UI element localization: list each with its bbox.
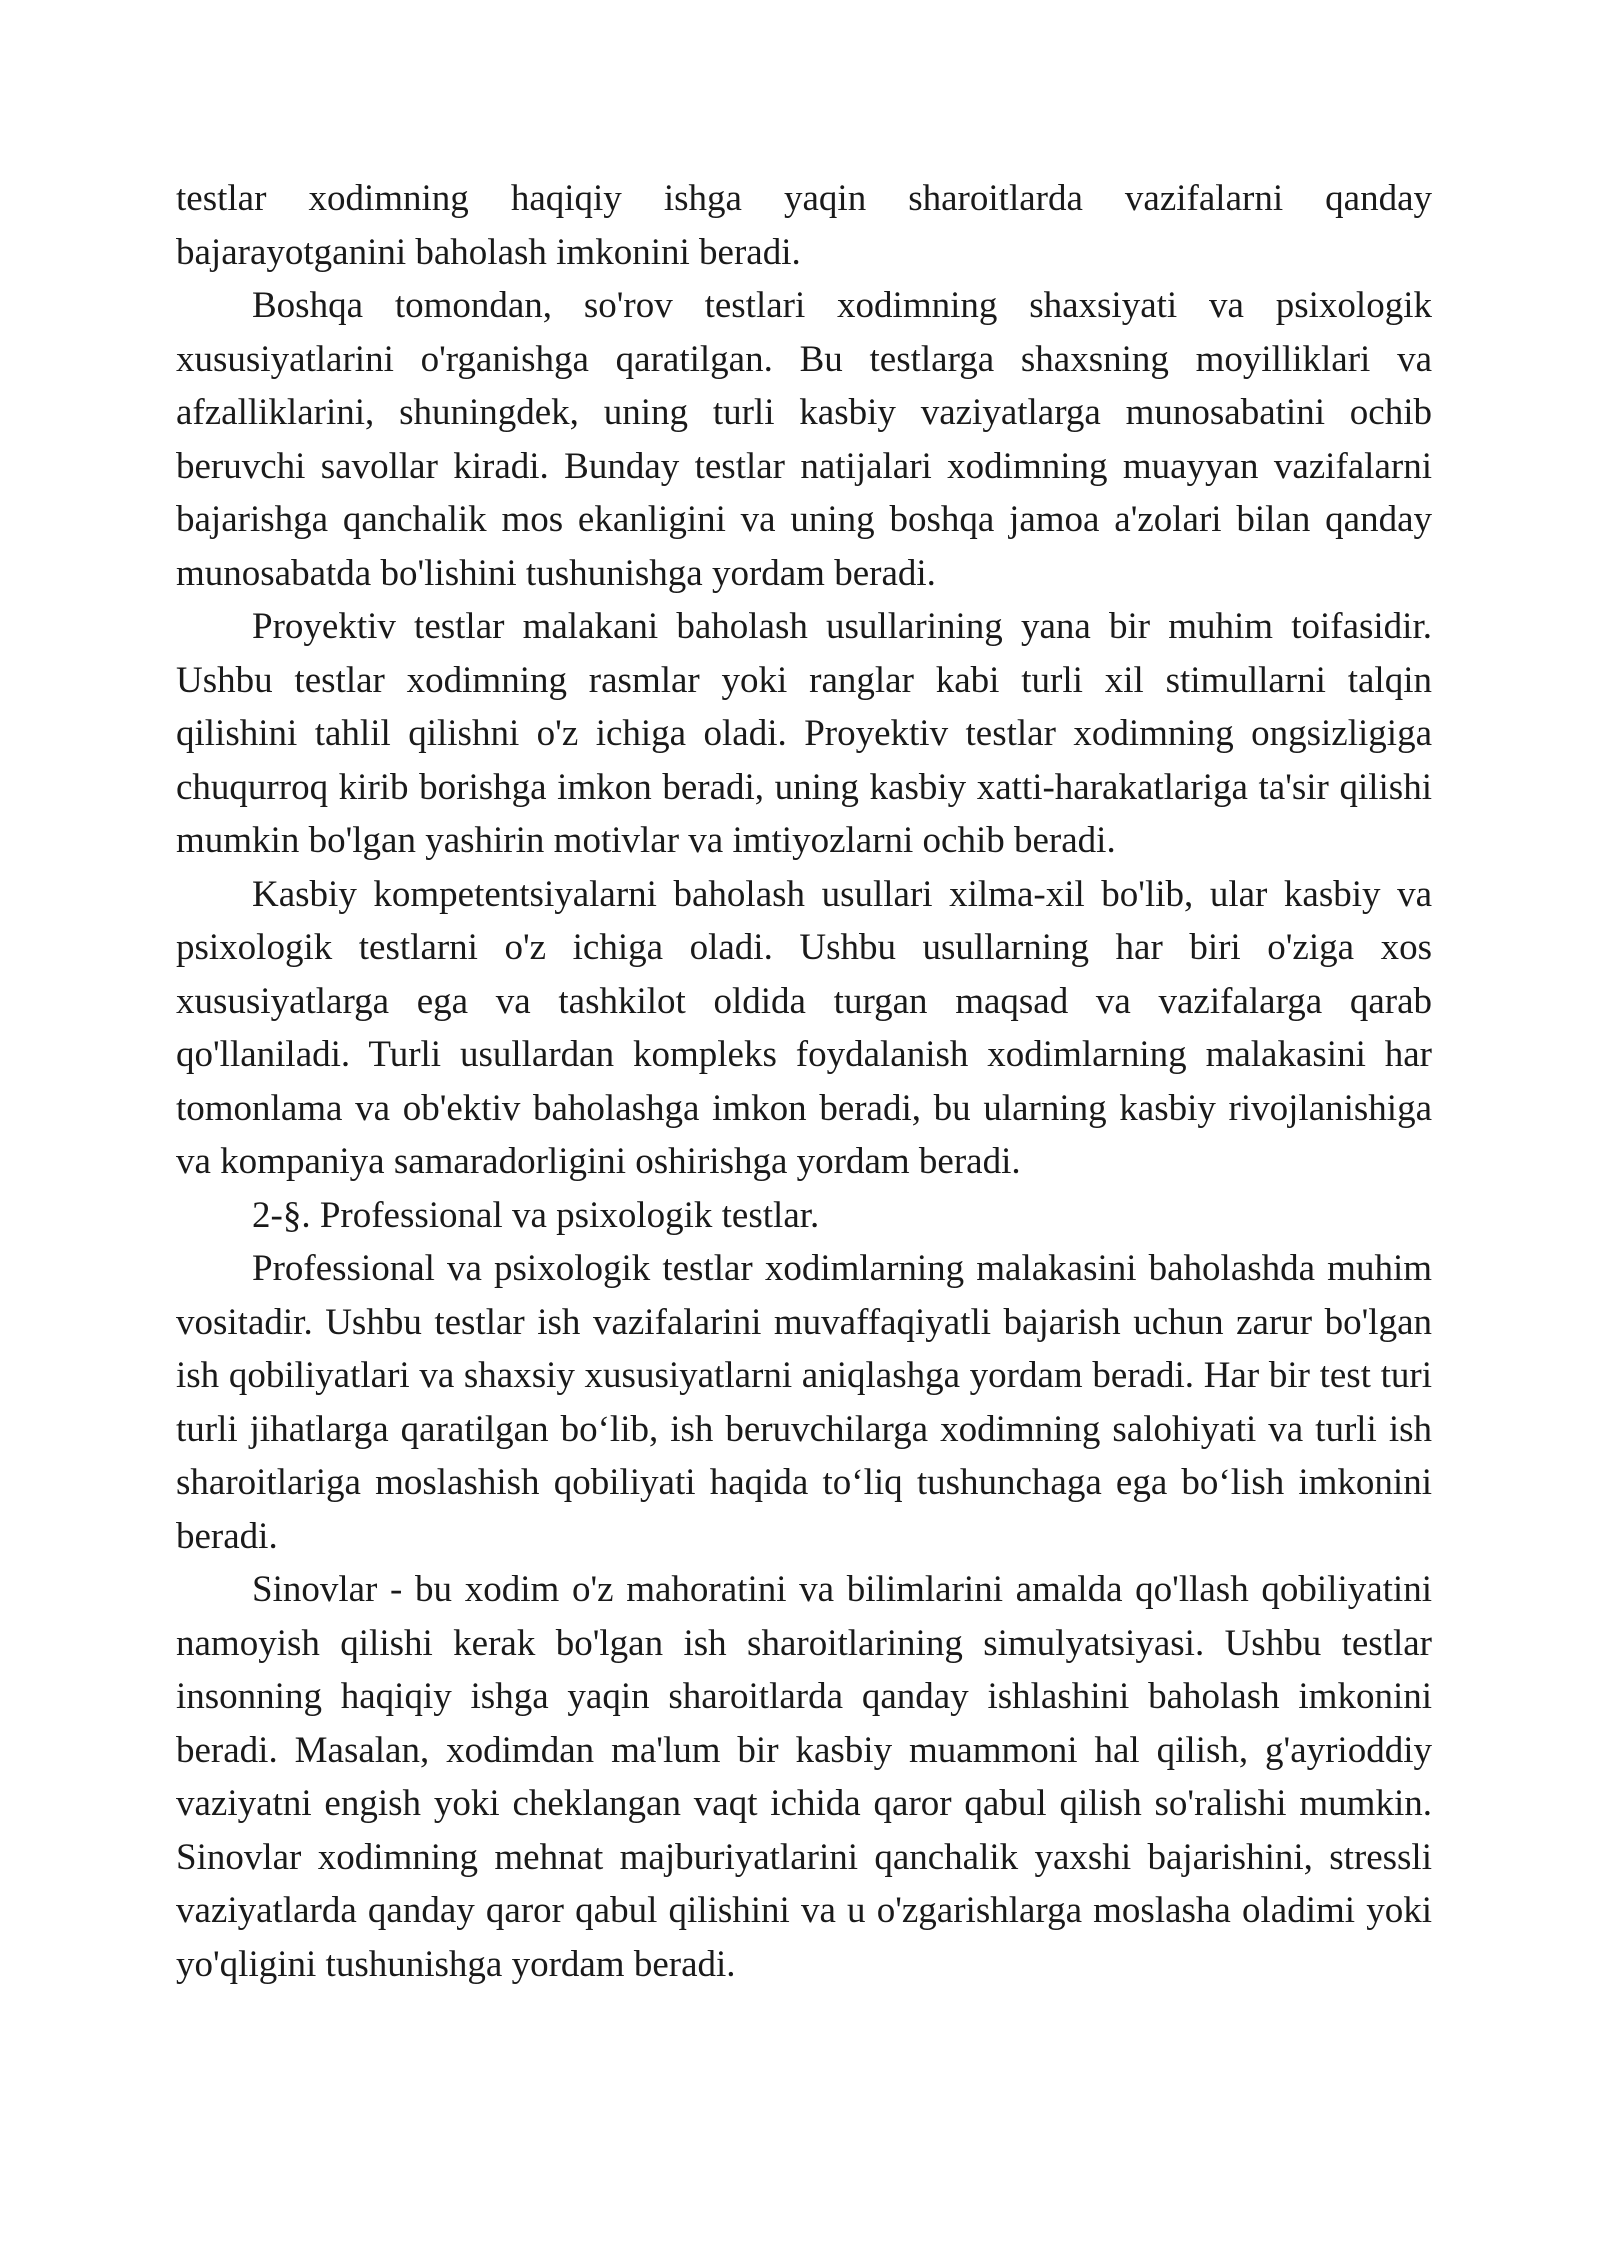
paragraph-survey-tests: Boshqa tomondan, so'rov testlari xodimning shaxsiyati va psixologik xususiyatlarini o'rganishga qaratilgan. Bu testlarga shaxsning moyilliklari va afzalliklarini, shuningdek, uning turli kasbiy vaziyatlarga munosabatini ochib beruvchi savollar kiradi. Bunday testlar natijalari xodimning muayyan vazifalarni bajarishga qanchalik mos ekanligini va uning boshqa jamoa a'zolari bilan qanday munosabatda bo'lishini tushunishga yordam beradi. — [176, 285, 1432, 594]
section-heading: 2-§. Professional va psixologik testlar. — [252, 1194, 820, 1236]
paragraph-professional-tests: Professional va psixologik testlar xodimlarning malakasini baholashda muhim vositadir. Ushbu testlar ish vazifalarini muvaffaqiyatli bajarish uchun zarur bo'lgan ish qobiliyatlari va shaxsiy xususiyatlarni aniqlashga yordam beradi. Har bir test turi turli jihatlarga qaratilgan bo‘lib, ish beruvchilarga xodimning salohiyati va turli ish sharoitlariga moslashish qobiliyati haqida to‘liq tushunchaga ega bo‘lish imkonini beradi. — [176, 1248, 1432, 1557]
paragraph-trials: Sinovlar - bu xodim o'z mahoratini va bilimlarini amalda qo'llash qobiliyatini namoyish qilishi kerak bo'lgan ish sharoitlarining simulyatsiyasi. Ushbu testlar insonning haqiqiy ishga yaqin sharoitlarda qanday ishlashini baholash imkonini beradi. Masalan, xodimdan ma'lum bir kasbiy muammoni hal qilish, g'ayrioddiy vaziyatni engish yoki cheklangan vaqt ichida qaror qabul qilish so'ralishi mumkin. Sinovlar xodimning mehnat majburiyatlarini qanchalik yaxshi bajarishini, stressli vaziyatlarda qanday qaror qabul qilishini va u o'zgarishlarga moslasha oladimi yoki yo'qligini tushunishga yordam beradi. — [176, 1569, 1432, 1985]
paragraph-assessment-methods: Kasbiy kompetentsiyalarni baholash usullari xilma-xil bo'lib, ular kasbiy va psixologik testlarni o'z ichiga oladi. Ushbu usullarning har biri o'ziga xos xususiyatlarga ega va tashkilot oldida turgan maqsad va vazifalarga qarab qo'llaniladi. Turli usullardan kompleks foydalanish xodimlarning malakasini har tomonlama va ob'ektiv baholashga imkon beradi, bu ularning kasbiy rivojlanishiga va kompaniya samaradorligini oshirishga yordam beradi. — [176, 873, 1432, 1182]
paragraph-projective-tests: Proyektiv testlar malakani baholash usullarining yana bir muhim toifasidir. Ushbu testlar xodimning rasmlar yoki ranglar kabi turli xil stimullarni talqin qilishini tahlil qilishni o'z ichiga oladi. Proyektiv testlar xodimning ongsizligiga chuqurroq kirib borishga imkon beradi, uning kasbiy xatti-harakatlariga ta'sir qilishi mumkin bo'lgan yashirin motivlar va imtiyozlarni ochib beradi. — [176, 606, 1432, 861]
paragraph-continuation: testlar xodimning haqiqiy ishga yaqin sharoitlarda vazifalarni qanday bajarayotganini baholash imkonini beradi. — [176, 178, 1432, 273]
document-page — [176, 172, 1432, 1991]
